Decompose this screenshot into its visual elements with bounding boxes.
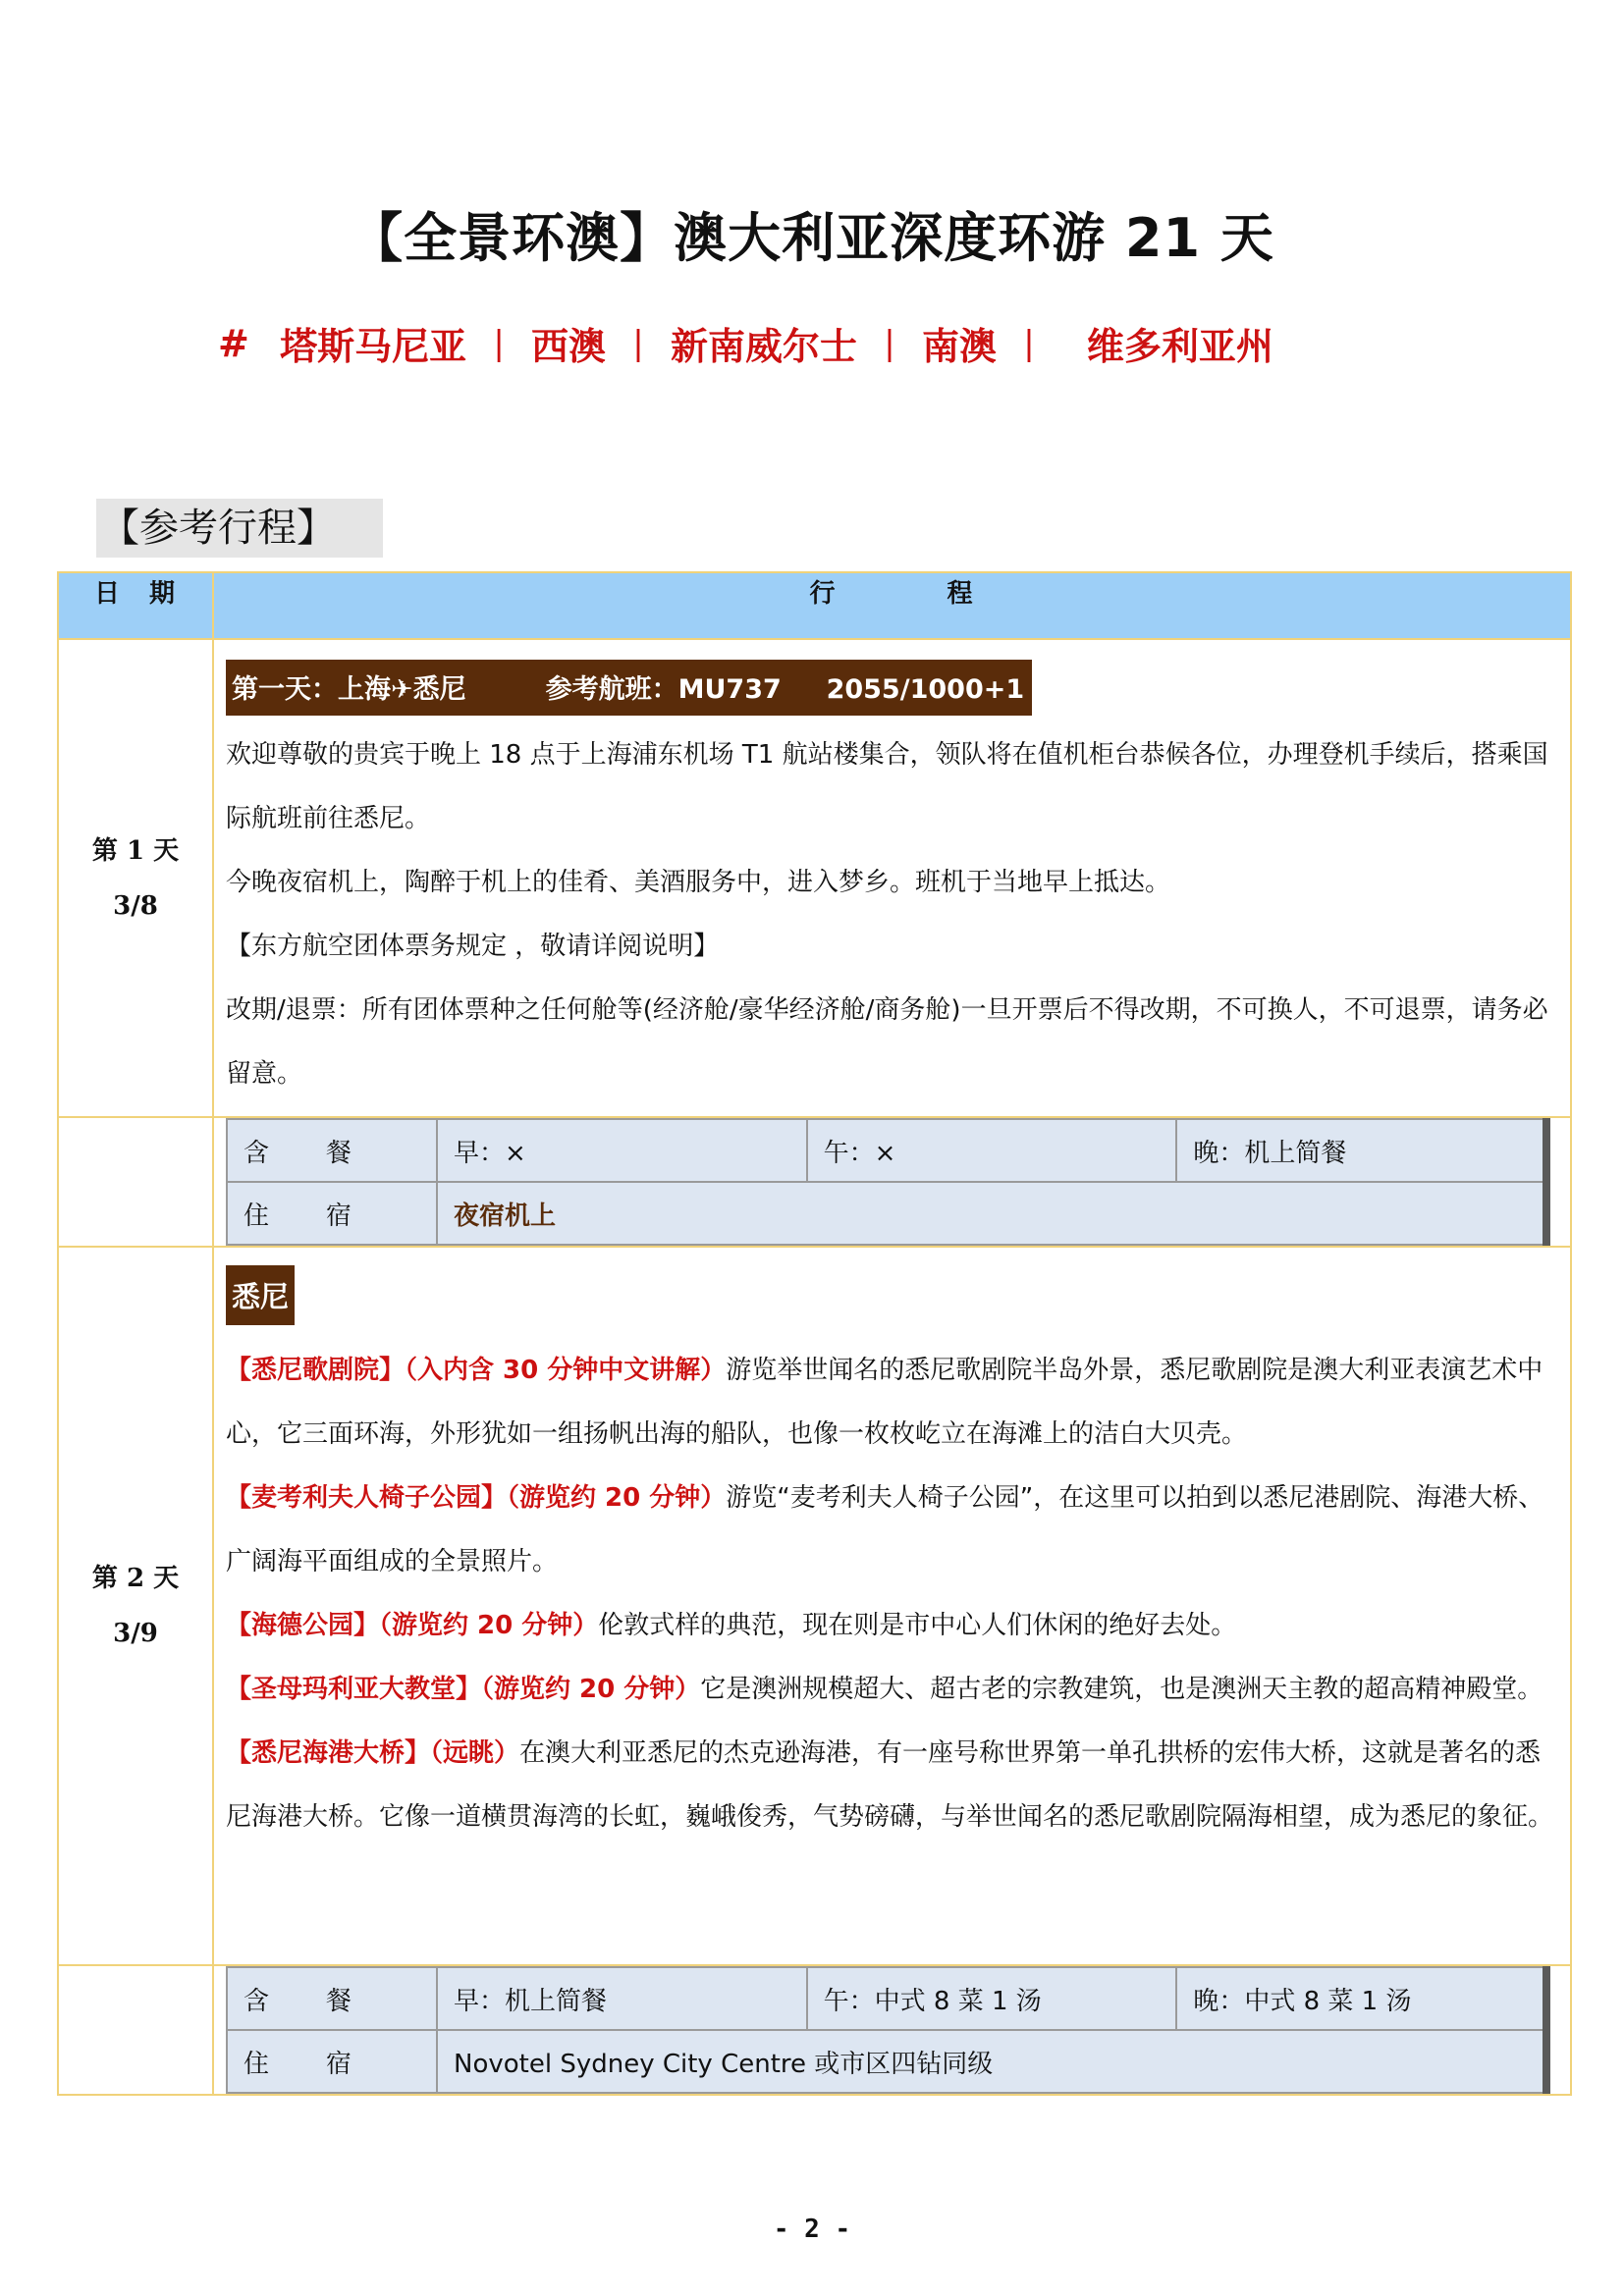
meal-label: 含 餐 <box>227 1967 437 2030</box>
tag-separator: | <box>884 323 895 363</box>
day-paragraph: 欢迎尊敬的贵宾于晚上 18 点于上海浦东机场 T1 航站楼集合，领队将在值机柜台恭候各位，办理登机手续后，搭乘国际航班前往悉尼。 <box>226 740 1548 833</box>
attraction-item <box>226 1594 1556 1658</box>
region-tags <box>218 316 1494 375</box>
tag-victoria: 维多利亚州 <box>1086 325 1273 368</box>
tags-prefix: # <box>218 321 249 365</box>
day-paragraph: 改期/退票：所有团体票种之任何舱等(经济舱/豪华经济舱/商务舱)一旦开票后不得改期，不可换人，不可退票，请务必留意。 <box>226 995 1548 1089</box>
meal-table <box>226 1966 1550 2094</box>
attraction-text: 它是澳洲规模超大、超古老的宗教建筑，也是澳洲天主教的超高精神殿堂。 <box>700 1675 1543 1704</box>
tag-new-south-wales: 新南威尔士 <box>670 325 857 368</box>
day-content <box>213 639 1571 1117</box>
tag-tasmania: 塔斯马尼亚 <box>280 325 467 368</box>
meal-dinner: 晚：中式 8 菜 1 汤 <box>1176 1967 1546 2030</box>
day-row <box>58 1247 1571 1965</box>
day-content <box>213 1247 1571 1965</box>
attraction-name: 【圣母玛利亚大教堂】（游览约 20 分钟） <box>226 1675 701 1704</box>
day-date: 3/8 <box>113 890 158 921</box>
itinerary-table <box>57 571 1572 2096</box>
meal-cell <box>213 1117 1571 1247</box>
meal-label: 含 餐 <box>227 1119 437 1182</box>
meal-table <box>226 1118 1550 1246</box>
tag-separator: | <box>632 323 644 363</box>
attraction-name: 【麦考利夫人椅子公园】（游览约 20 分钟） <box>226 1483 727 1513</box>
meal-lunch: 午：中式 8 菜 1 汤 <box>807 1967 1177 2030</box>
accommodation-label: 住 宿 <box>227 1182 437 1245</box>
attraction-item <box>226 1658 1556 1722</box>
meal-breakfast: 早：× <box>437 1119 807 1182</box>
meal-cell <box>213 1965 1571 2095</box>
day-title: 第一天：上海✈悉尼 参考航班：MU737 2055/1000+1 <box>226 660 1032 716</box>
attraction-item <box>226 1339 1556 1467</box>
attraction-item <box>226 1467 1556 1594</box>
attraction-item <box>226 1722 1556 1849</box>
empty-date-cell <box>58 1117 213 1247</box>
tag-western-australia: 西澳 <box>531 325 607 368</box>
meal-row <box>58 1965 1571 2095</box>
day-label: 第 1 天 <box>91 835 180 866</box>
city-title: 悉尼 <box>226 1265 295 1325</box>
table-header-row <box>58 572 1571 639</box>
tag-south-australia: 南澳 <box>921 325 997 368</box>
day-row <box>58 639 1571 1117</box>
attraction-text: 在澳大利亚悉尼的杰克逊海港，有一座号称世界第一单孔拱桥的宏伟大桥，这就是著名的悉尼海港大桥。它像一道横贯海湾的长虹，巍峨俊秀，气势磅礴，与举世闻名的悉尼歌剧院隔海相望，成为悉尼的象征。 <box>226 1738 1554 1832</box>
day-date: 3/9 <box>113 1619 158 1648</box>
day-paragraph: 今晚夜宿机上，陶醉于机上的佳肴、美酒服务中，进入梦乡。班机于当地早上抵达。 <box>226 868 1171 897</box>
attraction-name: 【海德公园】（游览约 20 分钟） <box>226 1611 599 1640</box>
day-cell <box>58 639 213 1117</box>
header-itinerary: 行 程 <box>213 572 1571 639</box>
page-number: - 2 - <box>773 2215 851 2244</box>
page-title: 【全景环澳】澳大利亚深度环游 21 天 <box>350 207 1274 269</box>
day-paragraph: 【东方航空团体票务规定 ，敬请详阅说明】 <box>226 932 720 961</box>
meal-breakfast: 早：机上简餐 <box>437 1967 807 2030</box>
attraction-name: 【悉尼歌剧院】（入内含 30 分钟中文讲解） <box>226 1356 727 1385</box>
accommodation-value: 夜宿机上 <box>437 1182 1546 1245</box>
day-cell <box>58 1247 213 1965</box>
section-label: 【参考行程】 <box>96 499 383 558</box>
day-label: 第 2 天 <box>91 1564 180 1593</box>
meal-dinner: 晚：机上简餐 <box>1176 1119 1546 1182</box>
empty-date-cell <box>58 1965 213 2095</box>
attraction-text: 伦敦式样的典范，现在则是市中心人们休闲的绝好去处。 <box>598 1611 1237 1640</box>
accommodation-value: Novotel Sydney City Centre 或市区四钻同级 <box>437 2030 1546 2093</box>
tag-separator: | <box>1023 323 1035 363</box>
attraction-text: 游览举世闻名的悉尼歌剧院半岛外景，悉尼歌剧院是澳大利亚表演艺术中心，它三面环海，外形犹如一组扬帆出海的船队，也像一枚枚屹立在海滩上的洁白大贝壳。 <box>226 1356 1543 1449</box>
meal-row <box>58 1117 1571 1247</box>
accommodation-label: 住 宿 <box>227 2030 437 2093</box>
attraction-text: 游览“麦考利夫人椅子公园”，在这里可以拍到以悉尼港剧院、海港大桥、广阔海平面组成的全景照片。 <box>226 1483 1544 1576</box>
tag-separator: | <box>493 323 505 363</box>
attraction-name: 【悉尼海港大桥】（远眺） <box>226 1738 520 1768</box>
header-date: 日 期 <box>58 572 213 639</box>
meal-lunch: 午：× <box>807 1119 1177 1182</box>
